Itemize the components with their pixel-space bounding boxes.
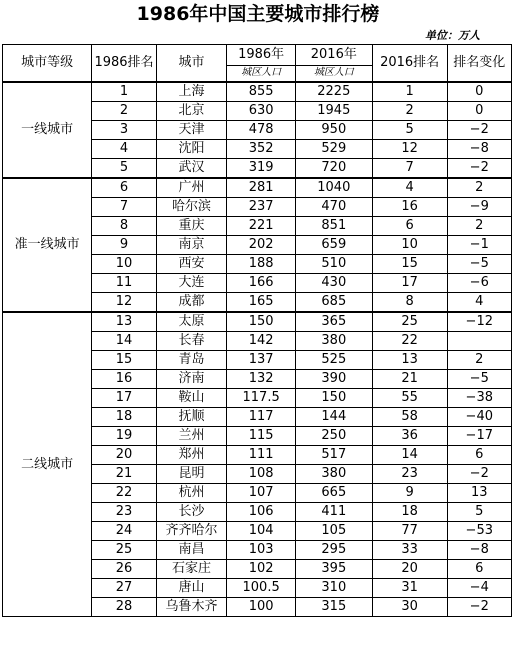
pop-2016-cell[interactable]: 510 (295, 255, 372, 274)
rank-1986-cell[interactable]: 8 (92, 217, 156, 236)
rank-2016-cell[interactable]: 5 (372, 121, 447, 140)
city-cell[interactable]: 成都 (156, 293, 227, 313)
pop-2016-cell[interactable]: 2225 (295, 82, 372, 102)
pop-1986-cell[interactable]: 319 (227, 159, 296, 179)
rank-change-cell[interactable]: −2 (447, 598, 511, 617)
rank-1986-cell[interactable]: 9 (92, 236, 156, 255)
pop-1986-cell[interactable]: 165 (227, 293, 296, 313)
rank-change-cell[interactable]: −4 (447, 579, 511, 598)
pop-2016-cell[interactable]: 665 (295, 484, 372, 503)
rank-change-cell[interactable]: 2 (447, 351, 511, 370)
rank-2016-cell[interactable]: 55 (372, 389, 447, 408)
city-cell[interactable]: 鞍山 (156, 389, 227, 408)
pop-1986-cell[interactable]: 237 (227, 198, 296, 217)
rank-2016-cell[interactable]: 30 (372, 598, 447, 617)
city-cell[interactable]: 杭州 (156, 484, 227, 503)
pop-1986-cell[interactable]: 117 (227, 408, 296, 427)
rank-2016-cell[interactable]: 12 (372, 140, 447, 159)
rank-1986-cell[interactable]: 1 (92, 82, 156, 102)
pop-2016-cell[interactable]: 310 (295, 579, 372, 598)
rank-change-cell[interactable]: 5 (447, 503, 511, 522)
rank-2016-cell[interactable]: 13 (372, 351, 447, 370)
city-cell[interactable]: 南京 (156, 236, 227, 255)
rank-change-cell[interactable]: −1 (447, 236, 511, 255)
city-cell[interactable]: 广州 (156, 178, 227, 198)
rank-1986-cell[interactable]: 20 (92, 446, 156, 465)
pop-2016-cell[interactable]: 150 (295, 389, 372, 408)
rank-1986-cell[interactable]: 15 (92, 351, 156, 370)
pop-1986-cell[interactable]: 166 (227, 274, 296, 293)
pop-2016-cell[interactable]: 517 (295, 446, 372, 465)
rank-1986-cell[interactable]: 24 (92, 522, 156, 541)
rank-1986-cell[interactable]: 10 (92, 255, 156, 274)
rank-change-cell[interactable]: −2 (447, 121, 511, 140)
rank-change-cell[interactable]: 0 (447, 102, 511, 121)
rank-2016-cell[interactable]: 77 (372, 522, 447, 541)
rank-change-cell[interactable]: −5 (447, 255, 511, 274)
pop-2016-cell[interactable]: 685 (295, 293, 372, 313)
table-row (3, 82, 512, 102)
rank-1986-cell[interactable]: 28 (92, 598, 156, 617)
header-rank-change[interactable]: 排名变化 (447, 45, 511, 83)
pop-1986-cell[interactable]: 108 (227, 465, 296, 484)
rank-2016-cell[interactable]: 16 (372, 198, 447, 217)
city-cell[interactable]: 石家庄 (156, 560, 227, 579)
rank-2016-cell[interactable]: 6 (372, 217, 447, 236)
rank-change-cell[interactable]: −12 (447, 312, 511, 332)
rank-1986-cell[interactable]: 3 (92, 121, 156, 140)
rank-change-cell[interactable]: 2 (447, 178, 511, 198)
pop-1986-cell[interactable]: 117.5 (227, 389, 296, 408)
city-cell[interactable]: 重庆 (156, 217, 227, 236)
tier-cell[interactable]: 一线城市 (3, 82, 92, 178)
city-cell[interactable]: 哈尔滨 (156, 198, 227, 217)
city-cell[interactable]: 兰州 (156, 427, 227, 446)
rank-change-cell[interactable]: −2 (447, 465, 511, 484)
rank-change-cell[interactable]: −2 (447, 159, 511, 179)
rank-2016-cell[interactable]: 2 (372, 102, 447, 121)
rank-1986-cell[interactable]: 23 (92, 503, 156, 522)
rank-2016-cell[interactable]: 31 (372, 579, 447, 598)
rank-change-cell[interactable]: 6 (447, 446, 511, 465)
rank-1986-cell[interactable]: 19 (92, 427, 156, 446)
pop-1986-cell[interactable]: 102 (227, 560, 296, 579)
table-body (3, 82, 512, 617)
pop-2016-cell[interactable]: 380 (295, 465, 372, 484)
rank-2016-cell[interactable]: 33 (372, 541, 447, 560)
pop-2016-cell[interactable]: 380 (295, 332, 372, 351)
city-cell[interactable]: 西安 (156, 255, 227, 274)
city-cell[interactable]: 昆明 (156, 465, 227, 484)
pop-1986-cell[interactable]: 137 (227, 351, 296, 370)
pop-2016-cell[interactable]: 390 (295, 370, 372, 389)
rank-1986-cell[interactable]: 6 (92, 178, 156, 198)
rank-1986-cell[interactable]: 25 (92, 541, 156, 560)
tier-cell[interactable]: 二线城市 (3, 312, 92, 617)
rank-2016-cell[interactable]: 8 (372, 293, 447, 313)
rank-2016-cell[interactable]: 14 (372, 446, 447, 465)
rank-change-cell[interactable]: −5 (447, 370, 511, 389)
city-cell[interactable]: 太原 (156, 312, 227, 332)
city-cell[interactable]: 南昌 (156, 541, 227, 560)
rank-change-cell[interactable]: −17 (447, 427, 511, 446)
rank-change-cell[interactable]: −8 (447, 140, 511, 159)
pop-2016-cell[interactable]: 365 (295, 312, 372, 332)
rank-change-cell[interactable]: −8 (447, 541, 511, 560)
rank-1986-cell[interactable]: 12 (92, 293, 156, 313)
pop-1986-cell[interactable]: 111 (227, 446, 296, 465)
pop-1986-cell[interactable]: 188 (227, 255, 296, 274)
rank-2016-cell[interactable]: 20 (372, 560, 447, 579)
rank-change-cell[interactable]: 4 (447, 293, 511, 313)
pop-2016-cell[interactable]: 1945 (295, 102, 372, 121)
pop-2016-cell[interactable]: 315 (295, 598, 372, 617)
header-pop-1986-sub: 城区人口 (227, 65, 296, 82)
pop-1986-cell[interactable]: 855 (227, 82, 296, 102)
rank-1986-cell[interactable]: 7 (92, 198, 156, 217)
pop-1986-cell[interactable]: 478 (227, 121, 296, 140)
city-cell[interactable]: 大连 (156, 274, 227, 293)
header-rank-2016[interactable]: 2016排名 (372, 45, 447, 83)
pop-2016-cell[interactable]: 105 (295, 522, 372, 541)
rank-2016-cell[interactable]: 36 (372, 427, 447, 446)
city-cell[interactable]: 长春 (156, 332, 227, 351)
pop-2016-cell[interactable]: 525 (295, 351, 372, 370)
city-cell[interactable]: 北京 (156, 102, 227, 121)
rank-1986-cell[interactable]: 26 (92, 560, 156, 579)
rank-change-cell[interactable]: −38 (447, 389, 511, 408)
pop-1986-cell[interactable]: 100.5 (227, 579, 296, 598)
city-ranking-table (2, 44, 512, 617)
pop-1986-cell[interactable]: 100 (227, 598, 296, 617)
rank-change-cell[interactable] (447, 332, 511, 351)
rank-2016-cell[interactable]: 15 (372, 255, 447, 274)
rank-2016-cell[interactable]: 22 (372, 332, 447, 351)
tier-cell[interactable]: 准一线城市 (3, 178, 92, 312)
pop-1986-cell[interactable]: 221 (227, 217, 296, 236)
rank-2016-cell[interactable]: 7 (372, 159, 447, 179)
city-cell[interactable]: 青岛 (156, 351, 227, 370)
rank-change-cell[interactable]: −6 (447, 274, 511, 293)
city-cell[interactable]: 乌鲁木齐 (156, 598, 227, 617)
pop-1986-cell[interactable]: 281 (227, 178, 296, 198)
rank-1986-cell[interactable]: 4 (92, 140, 156, 159)
rank-change-cell[interactable]: −53 (447, 522, 511, 541)
pop-2016-cell[interactable]: 411 (295, 503, 372, 522)
pop-2016-cell[interactable]: 1040 (295, 178, 372, 198)
pop-1986-cell[interactable]: 106 (227, 503, 296, 522)
rank-2016-cell[interactable]: 23 (372, 465, 447, 484)
city-cell[interactable]: 齐齐哈尔 (156, 522, 227, 541)
rank-2016-cell[interactable]: 9 (372, 484, 447, 503)
rank-change-cell[interactable]: 13 (447, 484, 511, 503)
pop-1986-cell[interactable]: 107 (227, 484, 296, 503)
pop-2016-cell[interactable]: 851 (295, 217, 372, 236)
pop-2016-cell[interactable]: 950 (295, 121, 372, 140)
rank-1986-cell[interactable]: 22 (92, 484, 156, 503)
pop-2016-cell[interactable]: 144 (295, 408, 372, 427)
header-tier[interactable]: 城市等级 (3, 45, 92, 83)
rank-1986-cell[interactable]: 27 (92, 579, 156, 598)
rank-change-cell[interactable]: −9 (447, 198, 511, 217)
header-city[interactable]: 城市 (156, 45, 227, 83)
rank-change-cell[interactable]: −40 (447, 408, 511, 427)
pop-1986-cell[interactable]: 115 (227, 427, 296, 446)
city-cell[interactable]: 武汉 (156, 159, 227, 179)
pop-1986-cell[interactable]: 352 (227, 140, 296, 159)
pop-1986-cell[interactable]: 104 (227, 522, 296, 541)
rank-1986-cell[interactable]: 14 (92, 332, 156, 351)
pop-1986-cell[interactable]: 150 (227, 312, 296, 332)
rank-1986-cell[interactable]: 5 (92, 159, 156, 179)
rank-change-cell[interactable]: 6 (447, 560, 511, 579)
rank-change-cell[interactable]: 0 (447, 82, 511, 102)
rank-2016-cell[interactable]: 25 (372, 312, 447, 332)
rank-2016-cell[interactable]: 4 (372, 178, 447, 198)
pop-2016-cell[interactable]: 659 (295, 236, 372, 255)
rank-1986-cell[interactable]: 13 (92, 312, 156, 332)
pop-2016-cell[interactable]: 470 (295, 198, 372, 217)
rank-1986-cell[interactable]: 17 (92, 389, 156, 408)
pop-2016-cell[interactable]: 529 (295, 140, 372, 159)
city-cell[interactable]: 上海 (156, 82, 227, 102)
pop-2016-cell[interactable]: 250 (295, 427, 372, 446)
rank-2016-cell[interactable]: 10 (372, 236, 447, 255)
table-row (3, 178, 512, 198)
unit-note: 单位：万人 (425, 29, 480, 42)
table-row (3, 312, 512, 332)
pop-2016-cell[interactable]: 395 (295, 560, 372, 579)
pop-1986-cell[interactable]: 132 (227, 370, 296, 389)
header-pop-1986[interactable]: 1986年 (227, 45, 296, 66)
rank-1986-cell[interactable]: 16 (92, 370, 156, 389)
rank-2016-cell[interactable]: 1 (372, 82, 447, 102)
pop-1986-cell[interactable]: 630 (227, 102, 296, 121)
city-cell[interactable]: 抚顺 (156, 408, 227, 427)
pop-1986-cell[interactable]: 142 (227, 332, 296, 351)
rank-1986-cell[interactable]: 21 (92, 465, 156, 484)
city-cell[interactable]: 沈阳 (156, 140, 227, 159)
pop-1986-cell[interactable]: 202 (227, 236, 296, 255)
city-cell[interactable]: 长沙 (156, 503, 227, 522)
city-cell[interactable]: 唐山 (156, 579, 227, 598)
pop-2016-cell[interactable]: 295 (295, 541, 372, 560)
rank-2016-cell[interactable]: 18 (372, 503, 447, 522)
pop-2016-cell[interactable]: 430 (295, 274, 372, 293)
rank-1986-cell[interactable]: 11 (92, 274, 156, 293)
header-pop-2016[interactable]: 2016年 (295, 45, 372, 66)
header-rank-1986[interactable]: 1986排名 (92, 45, 156, 83)
rank-2016-cell[interactable]: 17 (372, 274, 447, 293)
city-cell[interactable]: 天津 (156, 121, 227, 140)
city-cell[interactable]: 济南 (156, 370, 227, 389)
table-title: 1986年中国主要城市排行榜 (136, 3, 380, 25)
pop-1986-cell[interactable]: 103 (227, 541, 296, 560)
header-pop-2016-sub: 城区人口 (295, 65, 372, 82)
rank-change-cell[interactable]: 2 (447, 217, 511, 236)
city-cell[interactable]: 郑州 (156, 446, 227, 465)
rank-2016-cell[interactable]: 58 (372, 408, 447, 427)
pop-2016-cell[interactable]: 720 (295, 159, 372, 179)
rank-1986-cell[interactable]: 18 (92, 408, 156, 427)
rank-2016-cell[interactable]: 21 (372, 370, 447, 389)
rank-1986-cell[interactable]: 2 (92, 102, 156, 121)
